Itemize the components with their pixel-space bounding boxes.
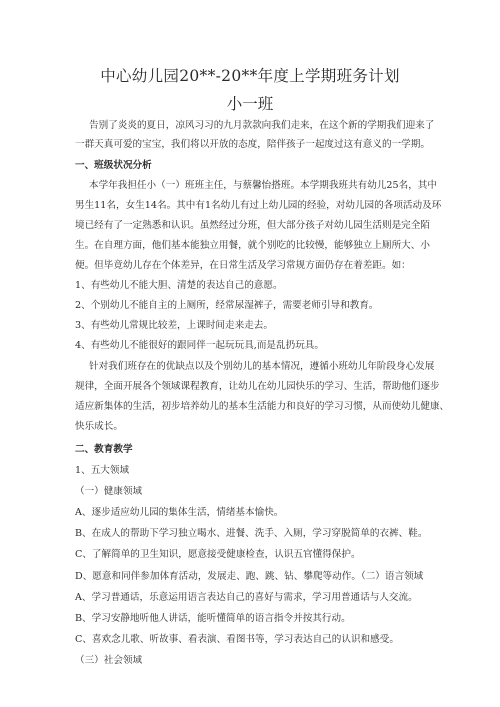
list-item: 2、个别幼儿不能自主的上厕所，经常尿湿裤子，需要老师引导和教育。 bbox=[75, 300, 379, 311]
class-name-heading: 小一班 bbox=[226, 95, 274, 113]
paragraph-line: 本学年我担任小（一）班班主任，与蔡馨怡搭班。本学期我班共有幼儿25名，其中 bbox=[89, 180, 437, 191]
paragraph-line: 适应新集体的生活，初步培养幼儿的基本生活能力和良好的学习习惯，从而使幼儿健康、 bbox=[75, 401, 450, 412]
subsection-heading: 1、五大领域 bbox=[75, 465, 130, 476]
domain-heading-health: （一）健康领域 bbox=[75, 486, 143, 497]
domain-heading-social: （三）社会领域 bbox=[75, 655, 143, 666]
list-item: D、愿意和同伴参加体育活动，发展走、跑、跳、钻、攀爬等动作。（二）语言领域 bbox=[75, 571, 424, 582]
paragraph-line: 男生11名，女生14名。其中有1名幼儿有过上幼儿园的经验，对幼儿园的各项活动及环 bbox=[75, 200, 442, 211]
list-item: 1、有些幼儿不能大胆、清楚的表达自己的意愿。 bbox=[75, 280, 283, 291]
section-heading-teaching: 二、教育教学 bbox=[75, 444, 133, 455]
intro-line-1: 告别了炎炎的夏日，凉风习习的九月款款向我们走来，在这个新的学期我们迎来了 bbox=[89, 120, 435, 131]
list-item: B、在成人的帮助下学习独立喝水、进餐、洗手、入厕，学习穿脱简单的衣裤、鞋。 bbox=[75, 528, 428, 539]
paragraph-line: 快乐成长。 bbox=[75, 421, 123, 432]
section-heading-class-analysis: 一、班级状况分析 bbox=[75, 160, 152, 171]
paragraph-line: 境已经有了一定熟悉和认识。虽然经过分班，但大部分孩子对幼儿园生活则是完全陌 bbox=[75, 220, 430, 231]
paragraph-line: 便。但毕竟幼儿存在个体差异，在日常生活及学习常规方面仍存在着差距。如： bbox=[75, 260, 411, 271]
paragraph-line: 生。在自理方面，他们基本能独立用餐，就个别吃的比较慢，能够独立上厕所大、小 bbox=[75, 240, 430, 251]
list-item: A、逐步适应幼儿园的集体生活，情绪基本愉快。 bbox=[75, 507, 284, 518]
list-item: A、学习普通话，乐意运用语言表达自己的喜好与需求，学习用普通话与人交流。 bbox=[75, 592, 418, 603]
paragraph-line: 针对我们班存在的优缺点以及个别幼儿的基本情况，遵循小班幼儿年阶段身心发展 bbox=[89, 361, 435, 372]
document-title: 中心幼儿园20**-20**年度上学期班务计划 bbox=[100, 67, 400, 85]
intro-line-2: 一群天真可爱的宝宝，我们将以开放的态度，陪伴孩子一起度过这有意义的一学期。 bbox=[75, 139, 430, 150]
list-item: B、学习安静地听他人讲话，能听懂简单的语言指令并按其行动。 bbox=[75, 613, 351, 624]
paragraph-line: 规律，全面开展各个领域课程教育，让幼儿在幼儿园快乐的学习、生活，帮助他们逐步 bbox=[75, 381, 440, 392]
list-item: C、了解简单的卫生知识，愿意接受健康检查，认识五官懂得保护。 bbox=[75, 549, 361, 560]
list-item: 4、有些幼儿不能很好的跟同伴一起玩玩具,而是乱扔玩具。 bbox=[75, 340, 324, 351]
list-item: 3、有些幼儿常规比较差，上课时间走来走去。 bbox=[75, 320, 273, 331]
list-item: C、喜欢念儿歌、听故事、看表演、看图书等，学习表达自己的认识和感受。 bbox=[75, 634, 399, 645]
